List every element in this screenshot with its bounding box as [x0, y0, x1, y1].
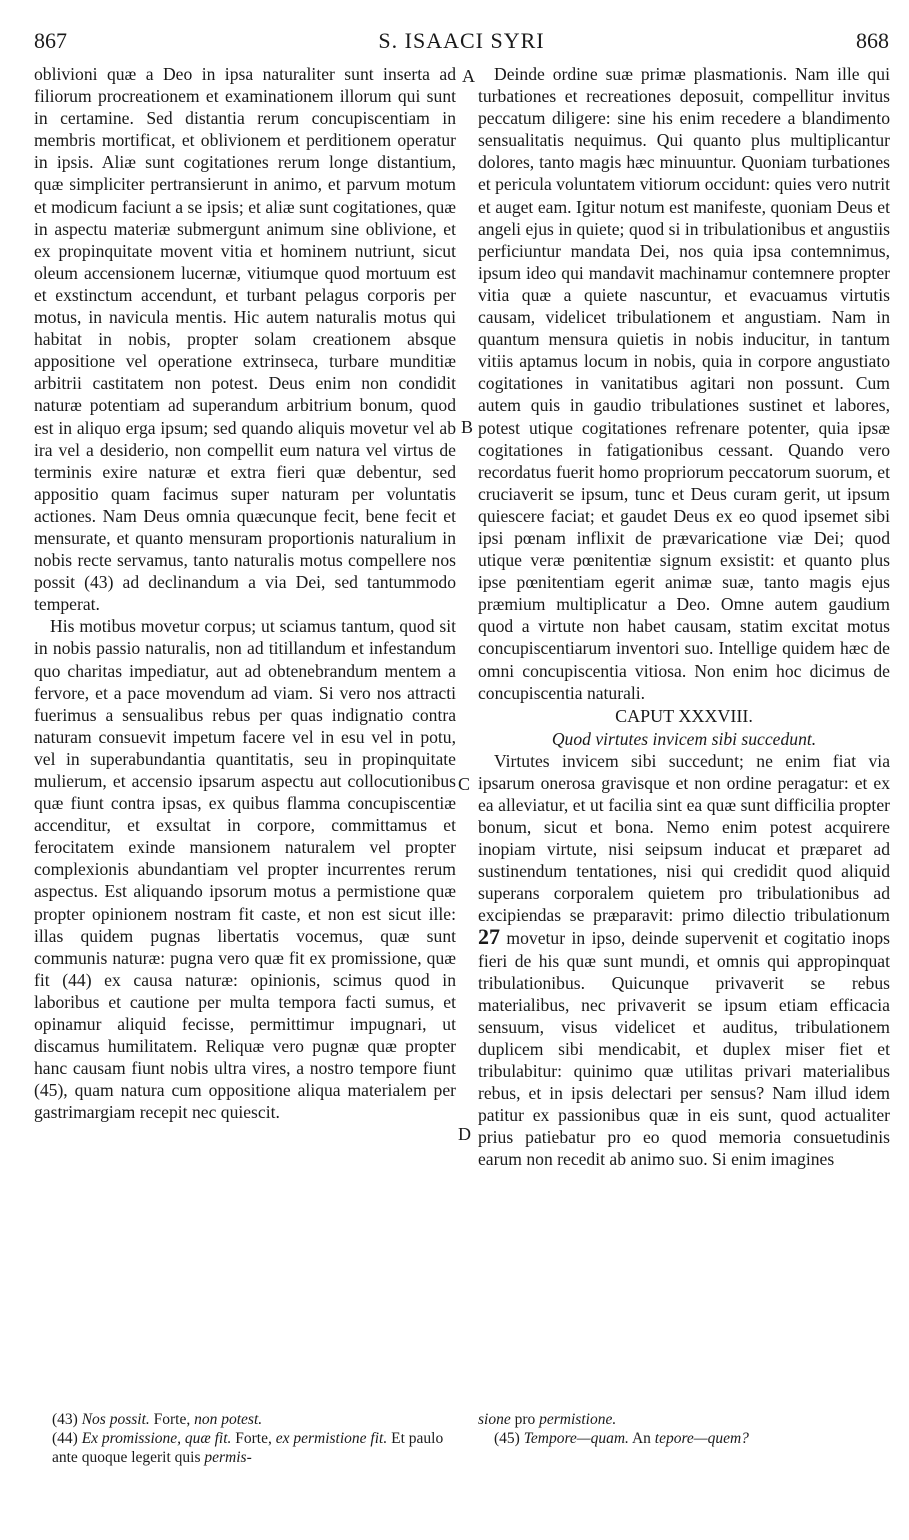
footnote-44-continued: sione pro permistione.: [478, 1411, 617, 1428]
left-column: [34, 63, 456, 1124]
right-paragraph-2-end: movetur in ipso, deinde supervenit et cogitatio inops fieri de his quæ sunt mundi, et omnis qui appropinquat tribulationibus. Quicunque privaverit se rebus materialibus, nec privaverit se ipsum etiam efficacia sensuum, visus videlicet et auditus, tribulationem duplicem sibi mendicabit, et duplex miser fiet et tribulabitur: quinimo quæ utilitas privari materialibus rebus, et in ipsis delectari per sensus? Nam illud idem patitur ex passionibus quæ in eis sunt, quod actualiter prius patiebatur pro eo quod memoria consuetudinis earum non recedit ab animo suo. Si enim imagines: [478, 928, 890, 1170]
footnotes-left: [52, 1410, 456, 1467]
footnote-45: (45) Tempore—quam. An tepore—quem?: [494, 1430, 749, 1447]
chapter-subheading: Quod virtutes invicem sibi succedunt.: [551, 728, 817, 749]
left-paragraph-1: oblivioni quæ a Deo in ipsa naturaliter sunt inserta ad filiorum procreationem et examinationem illorum qui sunt in certamine. Sed distantia rerum concupiscentiam in membris mortificat, et oblivionem et perditionem operatur in ipsis. Aliæ sunt cogitationes rerum longe distantium, quæ simpliciter pertransierunt in animo, et parvum motum et modicum faciunt a se ipsis; et aliæ sunt cogitationes, quæ in aspectu materiæ submergunt animum sine oblivione, et ex propinquitate movent vitia et hominem nutriunt, sicut oleum accensionem lucernæ, vitiumque quod mortuum est et exstinctum accendunt, et turbant pelagus corporis per motus, in navicula mentis. Hic autem naturalis motus qui habitat in nobis, propter solam creationem absque appositione vel operatione extrinseca, turbare munditiæ arbitrii castitatem non potest. Deus enim non condidit naturæ potentiam ad superandum arbitrium bonum, quod est in aliquo erga ipsum; sed quando aliquis movetur vel ab ira vel a desiderio, non compellit eum natura vel virtus de terminis exire naturæ et extra fieri quæ debentur, sed appositio quam facimus super naturam per voluntatis actiones. Nam Deus omnia quæcunque fecit, bene fecit et mensurate, et quanto mensuram proportionis naturalium in nobis recte servamus, tanto naturalis motus compellere nos possit (43) ad declinandum a via Dei, sed tantummodo temperat.: [34, 64, 456, 615]
right-paragraph-2-start: Virtutes invicem sibi succedunt; ne enim fiat via ipsarum onerosa gravisque et non ordine peragatur: et ex ea alleviatur, et ut facilia sint ea quæ sunt difficilia propter bonum, sicut et bona. Nemo enim potest acquirere inopiam virtute, nisi seipsum inducat et præparet ad sustinendum tentationes, nisi qui credidit quod aliquid superans corporalem quietem pro tribulationibus ad excipiendas se præparavit: primo dilectio tribulationum: [478, 750, 890, 926]
footnotes-right: [478, 1410, 890, 1448]
margin-letter-c: C: [458, 774, 471, 794]
footnote-44: (44) Ex promissione, quæ fit. Forte, ex permistione fit. Et paulo ante quoque legerit quis permis-: [52, 1430, 444, 1466]
margin-letter-d: D: [458, 1124, 471, 1144]
page-number-right: 868: [856, 28, 889, 53]
margin-letter-b: B: [461, 417, 474, 437]
running-header: [34, 28, 889, 58]
left-paragraph-2: His motibus movetur corpus; ut sciamus tantum, quod sit in nobis passio naturalis, non ad titillandum et infestandum quo charitas impediatur, aut ad obtenebrandum mentem a fervore, et a pace movendum ad viam. Si vero nos attracti fuerimus a sensualibus rebus per quas indignatio contra naturam consuevit impetum facere vel in esu vel in potu, vel in superabundantia quantitatis, seu in propinquitate mulierum, et accensio ipsarum aspectu aut collocutionibus quæ fiunt contra ipsas, ex quibus flamma concupiscentiæ accenditur, et exsultat in corpore, committamus et ferocitatem exinde mansionem naturalem vel propter complexionis abundantiam vel propter incurrentes rerum aspectus. Est aliquando ipsorum motus a permistione quæ propter opinionem nostram fit caste, et non est sicut ille: illas quidem pugnas libertatis vocemus, quæ sunt communis naturæ: pugna vero quæ fit ex promissione, quæ fit (44) ex causa naturæ: opinionis, scimus quod in laboribus et cautione per multa tempora facti sumus, et opinamur aliquid fecisse, permittimur impugnari, ut discamus humilitatem. Reliquæ vero pugnæ quæ propter hanc causam fiunt nobis ultra vires, a nostro tempore fiunt (45), quam natura cum oppositione aliqua materialem per gastrimargiam recepit nec quiescit.: [34, 616, 456, 1123]
right-paragraph-2: [478, 750, 890, 1171]
footnote-43: (43) Nos possit. Forte, non potest.: [52, 1411, 263, 1428]
right-paragraph-1: Deinde ordine suæ primæ plasmationis. Nam ille qui turbationes et recreationes deposuit, compellitur invitus peccatum diligere: sine his enim recedere a blandimento sensualitatis nequimus. Qui quanto plus multiplicantur dolores, tanto magis hæc minuuntur. Quoniam turbationes et pericula voluntatem vitiorum occidunt: quies vero nutrit et auget eam. Igitur notum est manifeste, quoniam Deus et angeli ejus in quiete; quod si in tribulationibus et angustiis perficiuntur mandata Dei, nos quia ipsa contemnimus, ipsum ideo qui mandavit machinamur contemnere propter vitia quæ a quiete nascuntur, et evacuamus virtutis causam, videlicet tribulationem et angustiam. Nam in quantum mensura quietis in nobis inducitur, in tantum vitiis aptamus locum in nobis, quia in corpore angustiato cogitationes in vanitatibus agitari non possunt. Cum autem quis in gaudio tribulationes sustinet et labores, potest utique cogitationes refrenare potenter, quia ipsæ cogitationes in fatigationibus cessant. Quando vero recordatus fuerit homo propriorum peccatorum suorum, et cruciaverit se ipsum, tunc et Deus curam gerit, ut ipsum quiescere faciat; et gaudet Deus ex eo quod ipsemet sibi ipsi pœnam inflixit de prævaricatione viæ Dei; quod utique veræ pœnitentiæ signum exsistit: et quanto plus ipse pœnitentiam egerit animæ suæ, tanto magis ejus præmium multiplicatur a Deo. Omne autem gaudium quod a virtute non habet causam, statim excitat motus concupiscentiarum inventori suo. Intellige quidem hæc de omni concupiscentia vitiosa. Non enim hoc dicimus de concupiscentia naturali.: [478, 64, 890, 703]
right-column: [478, 63, 890, 1171]
chapter-heading: CAPUT XXXVIII.: [615, 705, 753, 726]
margin-letter-a: A: [462, 66, 475, 86]
running-title: S. ISAACI SYRI: [378, 28, 545, 53]
section-number: 27: [478, 924, 500, 950]
page-number-left: 867: [34, 28, 67, 53]
